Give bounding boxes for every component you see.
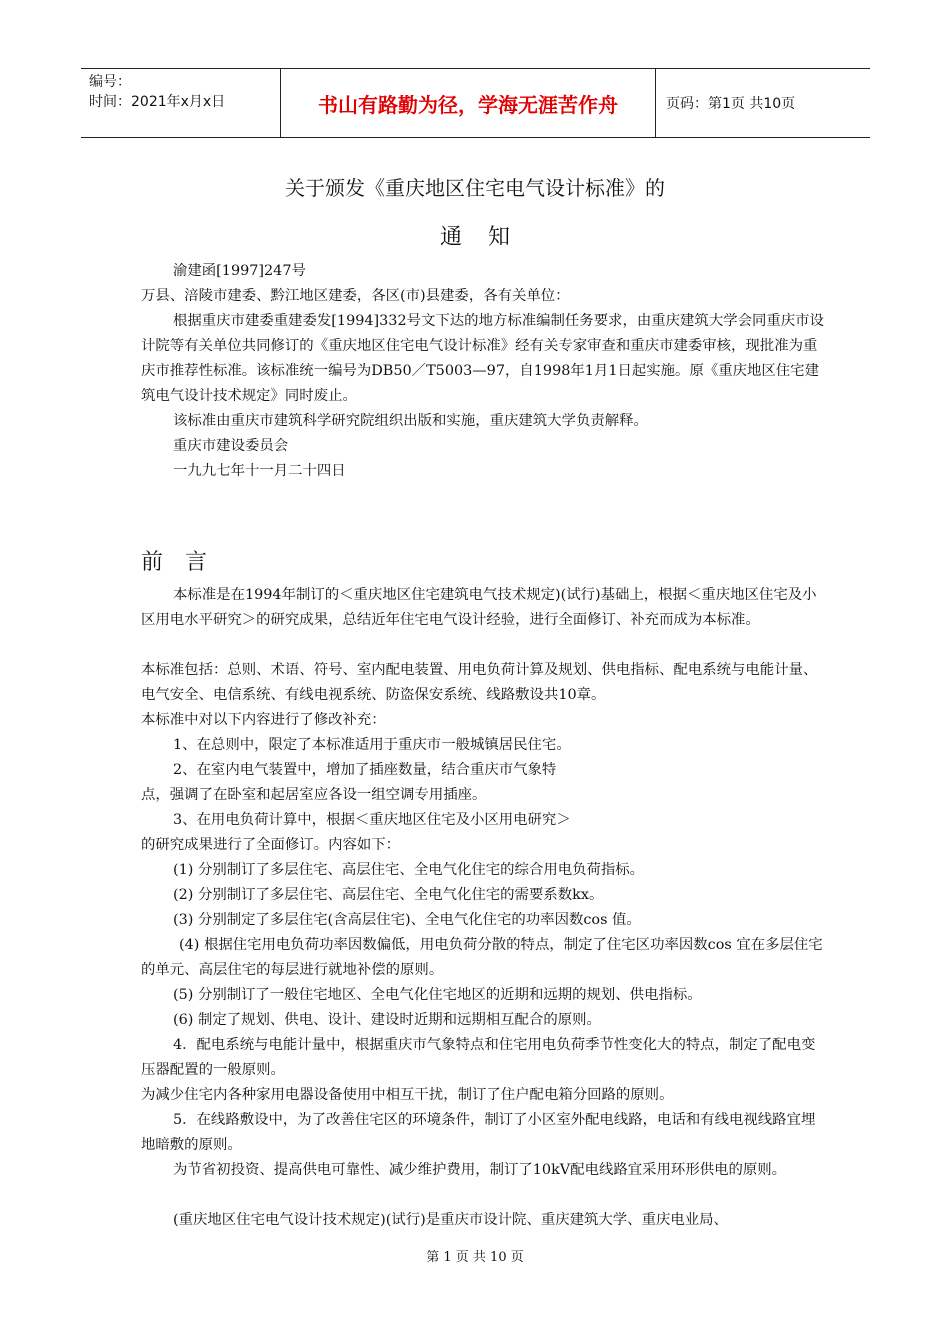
page-footer: 第 1 页 共 10 页 [426,1250,524,1265]
notice-title-line2: 通知 [439,225,536,250]
header-motto: 书山有路勤为径，学海无涯苦作舟 [281,69,656,137]
preface-sub-1: (1) 分别制订了多层住宅、高层住宅、全电气化住宅的综合用电负荷指标。 [173,862,645,878]
header-meta [81,69,281,137]
notice-body-1: 根据重庆市建委重建委发[1994]332号文下达的地方标准编制任务要求，由重庆建筑大学会同重庆市设计院等有关单位共同修订的《重庆地区住宅电气设计标准》经有关专家审查和重庆市建委审核，现批准为重庆市推荐性标准。该标准统一编号为DB50／T5003—97，自1998年1月1日起实施。原《重庆地区住宅建筑电气设计技术规定》同时废止。 [141,313,824,404]
preface-last-line: (重庆地区住宅电气设计技术规定)(试行)是重庆市设计院、重庆建筑大学、重庆电业局、 [173,1212,728,1228]
notice-title-line1: 关于颁发《重庆地区住宅电气设计标准》的 [285,176,665,200]
preface-para-3: 本标准中对以下内容进行了修改补充： [141,712,386,728]
notice-date: 一九九七年十一月二十四日 [173,463,346,479]
preface-sub-3: (3) 分别制定了多层住宅(含高层住宅)、全电气化住宅的功率因数cos 值。 [173,912,641,928]
preface-sub-2: (2) 分别制订了多层住宅、高层住宅、全电气化住宅的需要系数kx。 [173,887,604,903]
preface-sub-4: (4) 根据住宅用电负荷功率因数偏低，用电负荷分散的特点，制定了住宅区功率因数cos 宜在多层住宅的单元、高层住宅的每层进行就地补偿的原则。 [141,937,823,978]
preface-para-1: 本标准是在1994年制订的＜重庆地区住宅建筑电气技术规定)(试行)基础上，根据＜重庆地区住宅及小区用电水平研究＞的研究成果，总结近年住宅电气设计经验，进行全面修订、补充而成为本标准。 [141,587,817,628]
preface-item-2a: 2、在室内电气装置中，增加了插座数量，结合重庆市气象特 [173,762,557,778]
time-label: 时间：2021年x月x日 [89,94,226,110]
preface-sub-6: (6) 制定了规划、供电、设计、建设时近期和远期相互配合的原则。 [173,1012,601,1028]
preface-item-4: 4．配电系统与电能计量中，根据重庆市气象特点和住宅用电负荷季节性变化大的特点，制定了配电变压器配置的一般原则。 [141,1037,816,1078]
page-header [81,68,870,138]
preface-item-2b: 点，强调了在卧室和起居室应各设一组空调专用插座。 [141,787,487,803]
preface-item-5b: 为节省初投资、提高供电可靠性、减少维护费用，制订了10kV配电线路宜采用环形供电的原则。 [173,1162,787,1178]
notice-signer: 重庆市建设委员会 [173,438,289,454]
code-label: 编号： [89,74,131,90]
preface-heading: 前言 [141,550,230,575]
header-page-info: 页码：第1页 共10页 [666,96,796,112]
preface-sub-5: (5) 分别制订了一般住宅地区、全电气化住宅地区的近期和远期的规划、供电指标。 [173,987,702,1003]
preface-para-2: 本标准包括：总则、术语、符号、室内配电装置、用电负荷计算及规划、供电指标、配电系统与电能计量、电气安全、电信系统、有线电视系统、防盗保安系统、线路敷设共10章。 [141,662,818,703]
preface-item-5: 5．在线路敷设中，为了改善住宅区的环境条件，制订了小区室外配电线路，电话和有线电视线路宜埋地暗敷的原则。 [141,1112,816,1153]
preface-item-4b: 为减少住宅内各种家用电器设备使用中相互干扰，制订了住户配电箱分回路的原则。 [141,1087,674,1103]
notice-body-2: 该标准由重庆市建筑科学研究院组织出版和实施，重庆建筑大学负责解释。 [173,413,648,429]
doc-number: 渝建函[1997]247号 [173,263,306,279]
recipients: 万县、涪陵市建委、黔江地区建委，各区(市)县建委，各有关单位： [141,288,570,304]
preface-item-1: 1、在总则中，限定了本标准适用于重庆市一般城镇居民住宅。 [173,737,571,753]
preface-item-3a: 3、在用电负荷计算中，根据＜重庆地区住宅及小区用电研究＞ [173,812,571,828]
preface-item-3b: 的研究成果进行了全面修订。内容如下： [141,837,401,853]
